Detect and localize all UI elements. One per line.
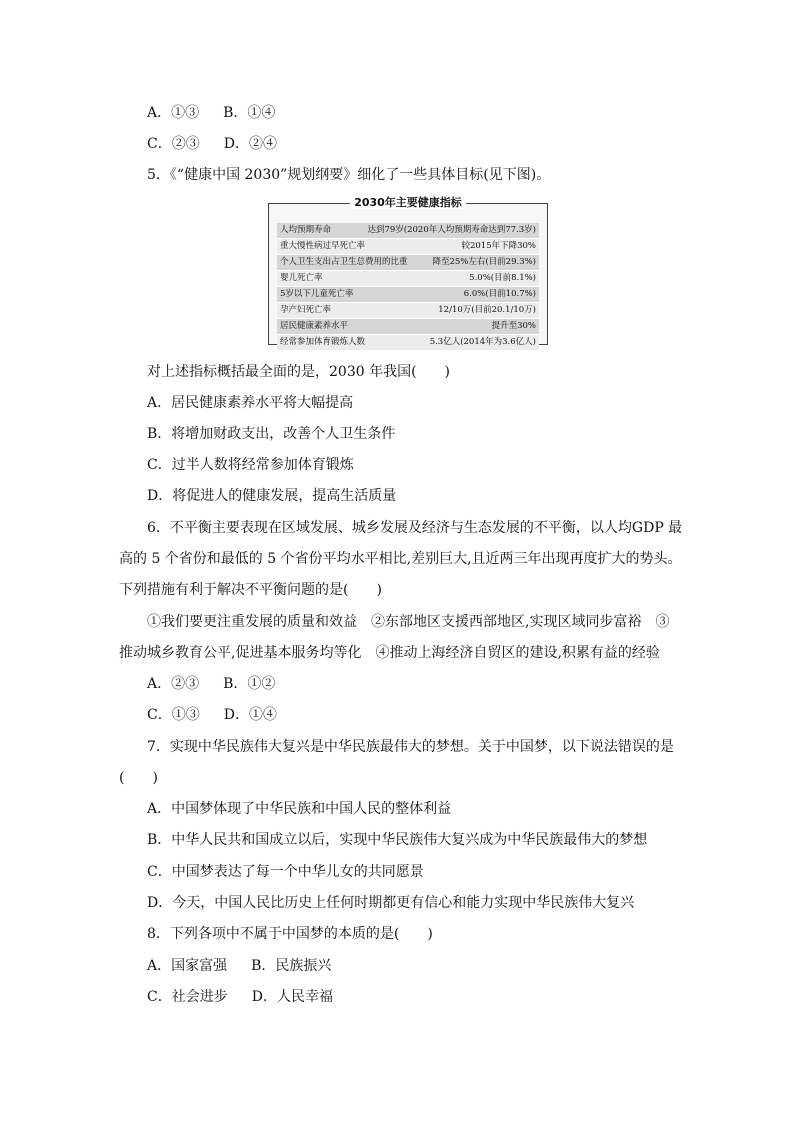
table-row: 孕产妇死亡率 12/10万(目前20.1/10万)	[277, 303, 539, 319]
q6-items-line-2: 推动城乡教育公平,促进基本服务均等化 ④推动上海经济自贸区的建设,积累有益的经验	[119, 645, 660, 661]
q4-option-c: C．②③	[147, 136, 200, 152]
q5-stem: 5．《“健康中国 2030”规划纲要》细化了一些具体目标(见下图)。	[147, 167, 551, 183]
table-row: 居民健康素养水平 提升至30%	[277, 319, 539, 335]
q8-option-c: C．社会进步	[147, 989, 228, 1005]
q8-options-row-2	[147, 987, 333, 1007]
q6-option-d: D．①④	[223, 707, 277, 723]
q6-option-a: A．②③	[147, 676, 200, 692]
q7-option-d: D．今天，中国人民比历史上任何时期都更有信心和能力实现中华民族伟大复兴	[147, 895, 635, 911]
table-row: 人均预期寿命 达到79岁(2020年人均预期寿命达到77.3岁)	[277, 223, 539, 239]
q7-stem-line-2: ( )	[119, 770, 158, 786]
q8-option-d: D．人民幸福	[251, 989, 333, 1005]
q7-option-c: C．中国梦表达了每一个中华儿女的共同愿景	[147, 864, 424, 880]
q6-stem-line-1: 6．不平衡主要表现在区域发展、城乡发展及经济与生态发展的不平衡，以人均GDP 最	[147, 520, 683, 536]
q6-stem-line-2: 高的 5 个省份和最低的 5 个省份平均水平相比,差别巨大,且近两三年出现再度扩大的势头。	[119, 551, 682, 567]
table-row: 婴儿死亡率 5.0%(目前8.1%)	[277, 271, 539, 287]
q6-options-row-2	[147, 705, 277, 725]
health-indicators-figure	[268, 196, 548, 347]
q6-stem-line-3: 下列措施有利于解决不平衡问题的是( )	[119, 582, 382, 598]
table-row: 重大慢性病过早死亡率 较2015年下降30%	[277, 239, 539, 255]
q6-items-line-1: ①我们要更注重发展的质量和效益 ②东部地区支援西部地区,实现区域同步富裕 ③	[147, 614, 670, 630]
q4-option-b: B．①④	[223, 105, 276, 121]
q6-option-c: C．①③	[147, 707, 200, 723]
q6-options-row-1	[147, 674, 275, 694]
q5-option-d: D．将促进人的健康发展，提高生活质量	[147, 488, 397, 504]
q6-option-b: B．①②	[223, 676, 276, 692]
figure-title: 2030年主要健康指标	[269, 195, 547, 211]
q4-options-row-2	[147, 134, 277, 154]
q5-option-a: A．居民健康素养水平将大幅提高	[147, 395, 354, 411]
q4-option-a: A．①③	[147, 105, 200, 121]
q8-option-a: A．国家富强	[147, 958, 228, 974]
q4-options-row-1	[147, 103, 275, 123]
q5-option-b: B．将增加财政支出，改善个人卫生条件	[147, 426, 396, 442]
q7-stem-line-1: 7．实现中华民族伟大复兴是中华民族最伟大的梦想。关于中国梦，以下说法错误的是	[147, 739, 674, 755]
q4-option-d: D．②④	[223, 136, 277, 152]
q7-option-b: B．中华人民共和国成立以后，实现中华民族伟大复兴成为中华民族最伟大的梦想	[147, 832, 648, 848]
q5-option-c: C．过半人数将经常参加体育锻炼	[147, 457, 354, 473]
table-row: 5岁以下儿童死亡率 6.0%(目前10.7%)	[277, 287, 539, 303]
q8-stem: 8．下列各项中不属于中国梦的本质的是( )	[147, 926, 433, 942]
table-row: 个人卫生支出占卫生总费用的比重 降至25%左右(目前29.3%)	[277, 255, 539, 271]
figure-table	[277, 223, 539, 351]
table-row: 经常参加体育锻炼人数 5.3亿人(2014年为3.6亿人)	[277, 335, 539, 351]
q8-option-b: B．民族振兴	[251, 958, 332, 974]
q5-question: 对上述指标概括最全面的是，2030 年我国( )	[147, 364, 451, 380]
q8-options-row-1	[147, 956, 331, 976]
q7-option-a: A．中国梦体现了中华民族和中国人民的整体利益	[147, 801, 452, 817]
